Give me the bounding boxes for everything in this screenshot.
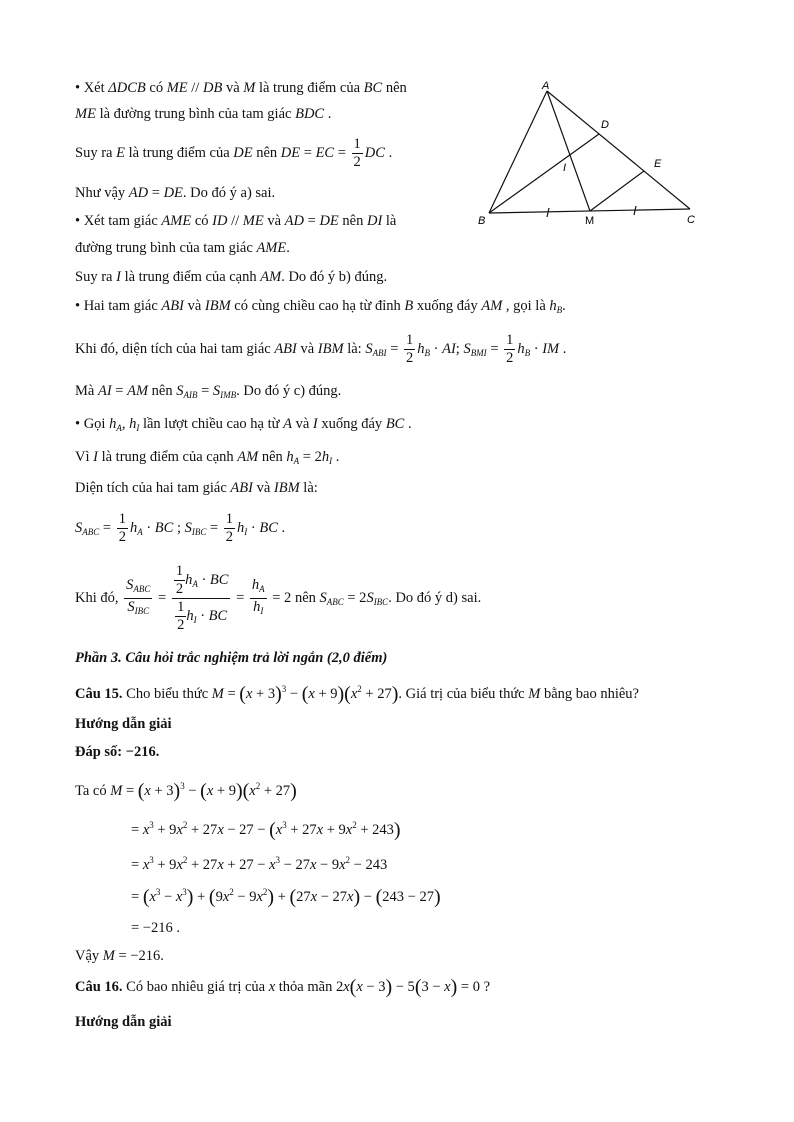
guide-heading: Hướng dẫn giải bbox=[75, 716, 172, 732]
text-line: $S_{ABC}$ = $\frac{1}{2}$ $h_A$ · BC ; $S_{IBC}$ = $\frac{1}{2}$ $h_I$ · BC . bbox=[75, 511, 286, 546]
tick-bm bbox=[547, 208, 549, 217]
guide-heading: Hướng dẫn giải bbox=[75, 1014, 172, 1030]
segment-ab bbox=[489, 91, 547, 213]
section-heading: Phần 3. Câu hỏi trắc nghiệm trả lời ngắn (2,0 điểm) bbox=[75, 650, 388, 666]
text-line: • Gọi $h_A$, $h_I$ lần lượt chiều cao hạ từ A và I xuống đáy BC . bbox=[75, 416, 412, 433]
math-line: = $x^3 + 9x^2 + 27x - 27 - (x^3 + 27x + 9x^2 + 243)$ bbox=[131, 819, 401, 841]
segment-me bbox=[590, 171, 644, 211]
math-line: Vậy M = −216. bbox=[75, 948, 164, 964]
text-line: • Hai tam giác ABI và IBM có cùng chiều cao hạ từ đỉnh B xuống đáy AM , gọi là $h_B$. bbox=[75, 298, 566, 315]
label-e: E bbox=[654, 158, 662, 170]
text-line: Mà AI = AM nên $S_{AIB} = S_{IMB}$. Do đó ý c) đúng. bbox=[75, 383, 342, 400]
text-line: đường trung bình của tam giác AME. bbox=[75, 240, 290, 256]
label-m: M bbox=[585, 215, 595, 227]
text-line: Khi đó, diện tích của hai tam giác ABI và IBM là: $S_{ABI}$ = $\frac{1}{2}$ $h_B$ · AI; $S_{BMI}$ = $\frac{1}{2}$ $h_B$ · IM . bbox=[75, 332, 567, 367]
label-i: I bbox=[563, 162, 567, 174]
question-15: Câu 15. Cho biểu thức $M = (x + 3)^3 - (x + 9)(x^2 + 27)$. Giá trị của biểu thức M bằng bao nhiêu? bbox=[75, 683, 639, 705]
text-line: Diện tích của hai tam giác ABI và IBM là: bbox=[75, 480, 318, 496]
text-line: Như vậy AD = DE. Do đó ý a) sai. bbox=[75, 185, 276, 201]
text-line: • Xét tam giác AME có ID // ME và AD = DE nên DI là bbox=[75, 213, 397, 229]
text-line: Suy ra E là trung điểm của DE nên DE = EC = $\frac{1}{2}$ DC . bbox=[75, 136, 393, 171]
text-line: Khi đó, $\frac{S_{ABC}}{S_{IBC}}$ = $\frac{1}{2}$ $h_A$ · BC $\frac{1}{2}$ $h_I$ · BC = $\frac{h_A}{h_I}$ = 2 nên $S_{ABC} = 2S_{IBC}$. Do đó ý d) sai. bbox=[75, 563, 482, 634]
triangle-figure bbox=[472, 78, 702, 233]
segment-bd bbox=[489, 134, 599, 213]
text-line: Vì I là trung điểm của cạnh AM nên $h_A = 2h_I$ . bbox=[75, 449, 340, 466]
text-line: ME là đường trung bình của tam giác BDC . bbox=[75, 106, 332, 122]
question-16: Câu 16. Có bao nhiêu giá trị của x thỏa mãn 2x(x − 3) − 5(3 − x) = 0 ? bbox=[75, 976, 491, 998]
math-line: = $(x^3 - x^3) + (9x^2 - 9x^2) + (27x - 27x) - (243 - 27)$ bbox=[131, 886, 441, 908]
label-d: D bbox=[601, 119, 609, 131]
math-line: = $x^3 + 9x^2 + 27x + 27 - x^3 - 27x - 9x^2 - 243$ bbox=[131, 855, 388, 873]
text-line: Suy ra I là trung điểm của cạnh AM. Do đó ý b) đúng. bbox=[75, 269, 388, 285]
math-line: = −216 . bbox=[131, 920, 180, 936]
label-c: C bbox=[687, 214, 695, 226]
math-line: Ta có $M = (x + 3)^3 - (x + 9)(x^2 + 27)$ bbox=[75, 780, 297, 802]
answer-line: Đáp số: −216. bbox=[75, 744, 160, 760]
label-b: B bbox=[478, 215, 486, 227]
label-a: A bbox=[542, 80, 550, 92]
text-line: • Xét ΔDCB có ME // DB và M là trung điểm của BC nên bbox=[75, 80, 407, 96]
